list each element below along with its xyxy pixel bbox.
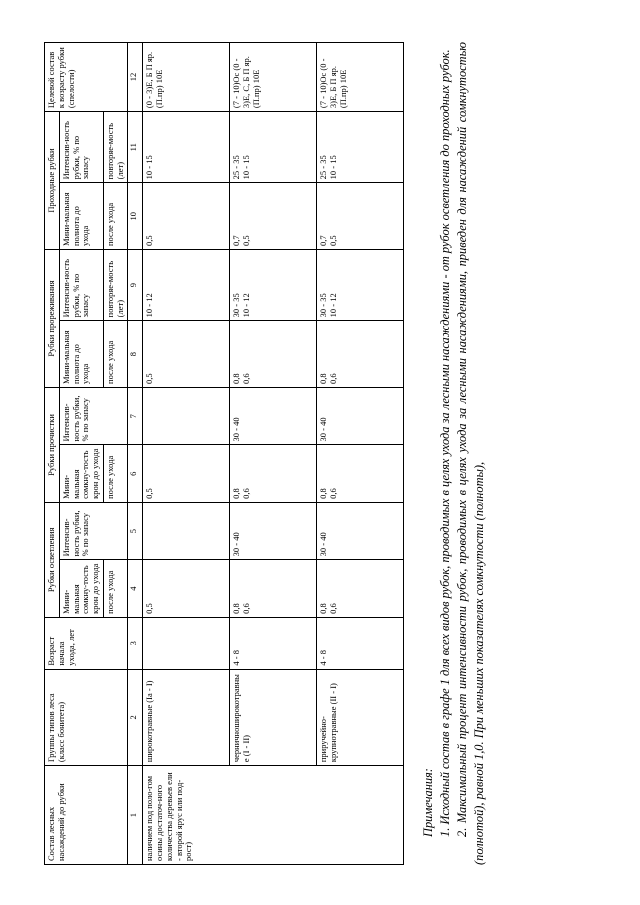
column-number-row bbox=[128, 43, 143, 865]
cell-value: 0,5 bbox=[328, 235, 339, 247]
header-pro-after: после ухода bbox=[103, 445, 128, 502]
cell-osv-intensity: 30 - 40 bbox=[230, 502, 317, 559]
cell-age: 4 - 8 bbox=[230, 617, 317, 669]
cell-prh-density bbox=[317, 183, 404, 250]
header-cleaning: Рубки прочистки bbox=[45, 387, 60, 502]
cell-prh-density bbox=[230, 183, 317, 250]
column-number: 8 bbox=[128, 321, 143, 388]
header-row-1 bbox=[45, 43, 60, 865]
column-number: 5 bbox=[128, 502, 143, 559]
cell-value: 0,6 bbox=[241, 603, 252, 614]
header-prh-after: после ухода bbox=[103, 183, 128, 250]
notes-title: Примечания: bbox=[421, 768, 435, 837]
cell-value: 0,6 bbox=[328, 603, 339, 614]
cell-value: 0,6 bbox=[241, 373, 252, 384]
header-forest-type: Группы типов леса (класс бонитета) bbox=[45, 669, 128, 766]
header-prh-density: Мини-мальная полнота до ухода bbox=[59, 183, 103, 250]
cell-prr-density: 0,5 bbox=[143, 321, 230, 388]
column-number: 10 bbox=[128, 183, 143, 250]
cell-value: 0,8 bbox=[231, 488, 242, 499]
cell-osv-closure: 0,5 bbox=[143, 560, 230, 617]
header-passing: Проходные рубки bbox=[45, 112, 60, 250]
column-number: 7 bbox=[128, 387, 143, 444]
note-2: 2. Максимальный процент интенсивности рубок, проводимых в целях ухода за лесными насаждениями, приведен для насаждений сомкнутостью (полнотой), равной 1,0. При меньших показателях сомкнутости (полноты), bbox=[454, 42, 486, 865]
cell-osv-intensity bbox=[143, 502, 230, 559]
cell-osv-intensity: 30 - 40 bbox=[317, 502, 404, 559]
cell-prh-density: 0,5 bbox=[143, 183, 230, 250]
cell-osv-closure bbox=[230, 560, 317, 617]
cell-value: 0,6 bbox=[328, 373, 339, 384]
cell-value: 30 - 35 bbox=[318, 293, 329, 318]
header-prr-density: Мини-мальная полнота до ухода bbox=[59, 321, 103, 388]
cell-prr-intensity: 10 - 12 bbox=[143, 250, 230, 321]
header-prr-after: после ухода bbox=[103, 321, 128, 388]
cell-value: 25 - 35 bbox=[231, 155, 242, 180]
care-felling-table bbox=[44, 42, 404, 865]
cell-prh-intensity bbox=[317, 112, 404, 183]
column-number: 6 bbox=[128, 445, 143, 502]
column-number: 4 bbox=[128, 560, 143, 617]
cell-composition: наличием под поло-гом осины достаточ-ного количества деревьев ели - второй ярус или под-рост) bbox=[143, 766, 404, 865]
cell-forest-type: широкотравные (Ia - I) bbox=[143, 669, 230, 766]
cell-value: 0,5 bbox=[241, 235, 252, 247]
cell-value: 0,8 bbox=[231, 603, 242, 614]
cell-age: 4 - 8 bbox=[317, 617, 404, 669]
cell-value: 30 - 35 bbox=[231, 293, 242, 318]
cell-pro-intensity: 30 - 40 bbox=[230, 387, 317, 444]
column-number: 1 bbox=[128, 766, 143, 865]
cell-forest-type: приручейно-крупнотравные (II - I) bbox=[317, 669, 404, 766]
column-number: 12 bbox=[128, 43, 143, 112]
table-row bbox=[143, 43, 230, 865]
cell-value: 0,8 bbox=[318, 488, 329, 499]
header-pro-intensity: Интенсив-ность рубки, % по запасу bbox=[59, 387, 128, 444]
cell-pro-closure bbox=[230, 445, 317, 502]
column-number: 9 bbox=[128, 250, 143, 321]
cell-value: 10 - 12 bbox=[241, 293, 252, 318]
cell-prr-intensity bbox=[230, 250, 317, 321]
header-prh-repeat: повторяе-мость (лет) bbox=[103, 112, 128, 183]
cell-pro-closure: 0,5 bbox=[143, 445, 230, 502]
cell-value: 0,8 bbox=[231, 373, 242, 384]
cell-prr-intensity bbox=[317, 250, 404, 321]
notes-section bbox=[420, 42, 487, 865]
column-number: 3 bbox=[128, 617, 143, 669]
cell-prr-density bbox=[230, 321, 317, 388]
cell-prh-intensity: 10 - 15 bbox=[143, 112, 230, 183]
table-row bbox=[317, 43, 404, 865]
cell-value: 0,8 bbox=[318, 603, 329, 614]
cell-target: (7 - 10)Ос (0 - 3)Е, Б П яр. (П.пр) 10Е bbox=[317, 43, 404, 112]
cell-value: 10 - 15 bbox=[328, 155, 339, 180]
cell-osv-closure bbox=[317, 560, 404, 617]
column-number: 11 bbox=[128, 112, 143, 183]
cell-value: 0,6 bbox=[241, 488, 252, 499]
cell-value: 0,8 bbox=[318, 373, 329, 384]
table-row bbox=[230, 43, 317, 865]
column-number: 2 bbox=[128, 669, 143, 766]
cell-forest-type: черничноширокотравные (I - II) bbox=[230, 669, 317, 766]
header-osv-intensity: Интенсив-ность рубки, % по запасу bbox=[59, 502, 128, 559]
cell-age bbox=[143, 617, 230, 669]
header-composition: Состав лесных насаждений до рубки bbox=[45, 766, 128, 865]
header-lightening: Рубки осветления bbox=[45, 502, 60, 617]
header-thinning: Рубки прореживания bbox=[45, 250, 60, 388]
cell-pro-intensity: 30 - 40 bbox=[317, 387, 404, 444]
cell-prh-intensity bbox=[230, 112, 317, 183]
header-prh-intensity: Интенсив-ность рубки, % по запасу bbox=[59, 112, 103, 183]
cell-value: 0,7 bbox=[231, 235, 242, 247]
header-osv-closure: Мини-мальная сомкну-тость крон до ухода bbox=[59, 560, 103, 617]
cell-target: (0 - 3)Е, Б П яр. (П.пр) 10Е bbox=[143, 43, 230, 112]
header-start-age: Возраст начала ухода, лет bbox=[45, 617, 128, 669]
cell-value: 0,6 bbox=[328, 488, 339, 499]
cell-target: (7 - 10)Ос (0 - 3)Е, С, Б П яр. (П.пр) 10Е bbox=[230, 43, 317, 112]
header-target: Целевой состав к возрасту рубки (спелости) bbox=[45, 43, 128, 112]
cell-pro-closure bbox=[317, 445, 404, 502]
cell-value: 25 - 35 bbox=[318, 155, 329, 180]
header-prr-intensity: Интенсив-ность рубки, % по запасу bbox=[59, 250, 103, 321]
header-pro-closure: Мини-мальная сомкну-тость крон до ухода bbox=[59, 445, 103, 502]
care-felling-table-wrapper bbox=[44, 42, 404, 865]
cell-value: 10 - 15 bbox=[241, 155, 252, 180]
cell-pro-intensity bbox=[143, 387, 230, 444]
cell-prr-density bbox=[317, 321, 404, 388]
header-osv-after: после ухода bbox=[103, 560, 128, 617]
cell-value: 10 - 12 bbox=[328, 293, 339, 318]
header-prr-repeat: повторяе-мость (лет) bbox=[103, 250, 128, 321]
cell-value: 0,7 bbox=[318, 235, 329, 247]
note-1: 1. Исходный состав в графе 1 для всех видов рубок, проводимых в целях ухода за лесными насаждениями - от рубок осветления до проходных рубок. bbox=[437, 49, 452, 837]
